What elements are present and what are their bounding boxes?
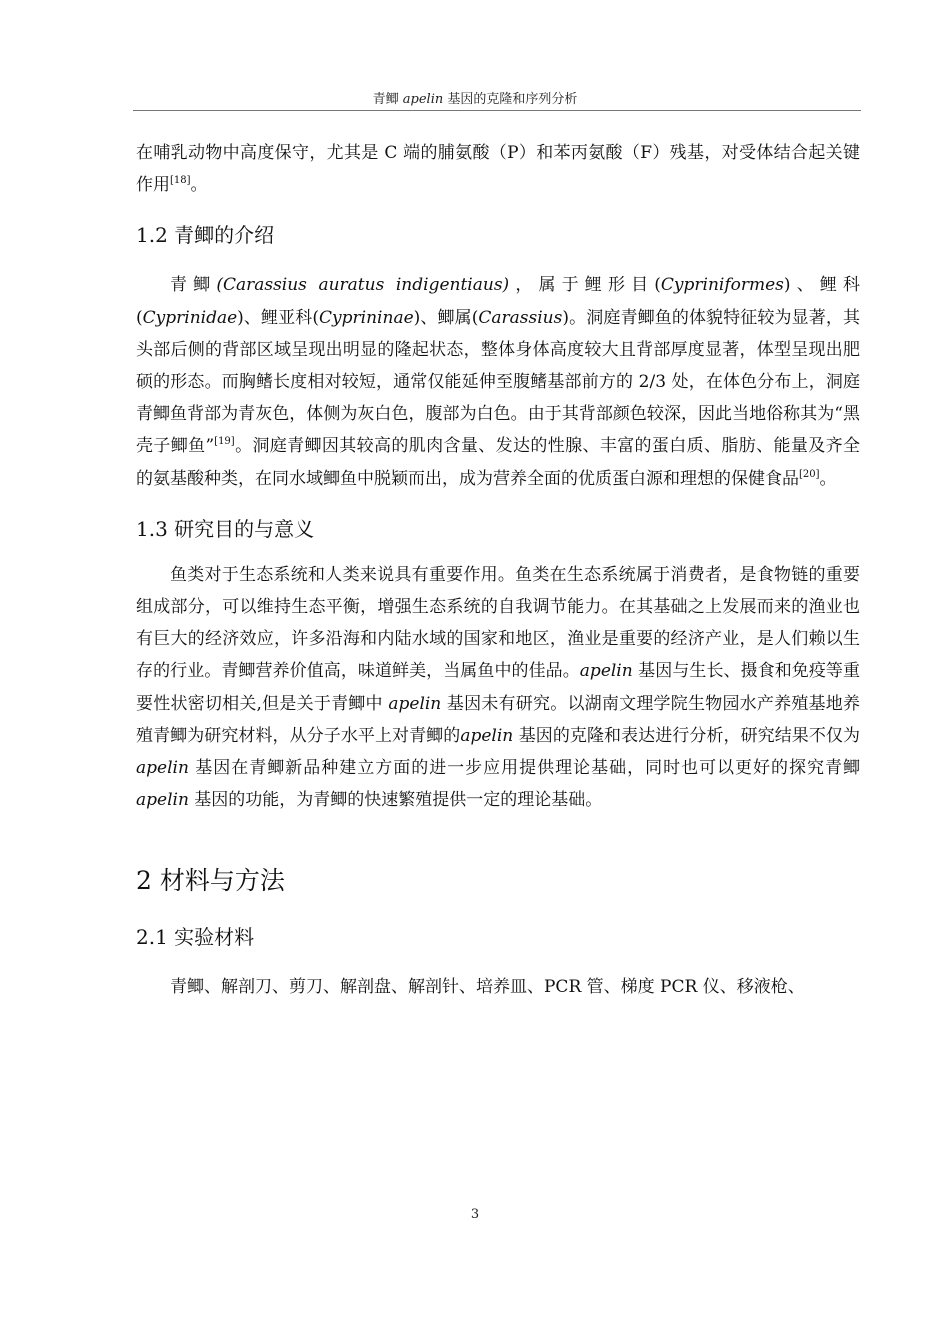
section-2-1-heading: 2.1 实验材料 bbox=[136, 925, 255, 950]
purpose-text-1: 鱼类对于生态系统和人类来说具有重要作用。鱼类在生态系统属于消费者，是食物链的重要组成部分，可以维持生态平衡，增强生态系统的自我调节能力。在其基础之上发展而来的渔业也有巨大的经济效应，许多沿海和内陆水域的国家和地区，渔业是重要的经济产业，是人们赖以生存的行业。青鲫营养价值高，味道鲜美，当属鱼中的佳品。 bbox=[136, 564, 860, 682]
family-name: Cyprinidae bbox=[142, 307, 238, 328]
subfamily-name: Cyprininae bbox=[319, 307, 414, 328]
purpose-text-5: 基因在青鲫新品种建立方面的进一步应用提供理论基础，同时也可以更好的探究青鲫 bbox=[188, 758, 860, 779]
purpose-text-6: 基因的功能，为青鲫的快速繁殖提供一定的理论基础。 bbox=[188, 790, 603, 811]
section-2-1-paragraph: 青鲫、解剖刀、剪刀、解剖盘、解剖针、培养皿、PCR 管、梯度 PCR 仪、移液枪、 bbox=[170, 977, 805, 998]
gene-name: apelin bbox=[579, 661, 633, 682]
text-description: )。洞庭青鲫鱼的体貌特征较为显著，其头部后侧的背部区域呈现出明显的隆起状态，整体身体高度较大且背部厚度显著，体型呈现出肥硕的形态。而胸鳍长度相对较短，通常仅能延伸至腹鳍基部前方的 2/3 处，在体色分布上，洞庭青鲫鱼背部为青灰色，体侧为灰白色，腹部为白色。由于其背部颜色较深，因此当地俗称其为“黑壳子鲫鱼” bbox=[136, 307, 861, 457]
order-name: Cypriniformes bbox=[660, 275, 784, 296]
text-family: )、鲤科( bbox=[136, 275, 860, 328]
citation-20: [20] bbox=[799, 468, 820, 480]
gene-name: apelin bbox=[136, 790, 189, 811]
text-nutrition: 。洞庭青鲫因其较高的肌肉含量、发达的性腺、丰富的蛋白质、脂肪、能量及齐全的氨基酸种类，在同水域鲫鱼中脱颖而出，成为营养全面的优质蛋白源和理想的保健食品 bbox=[136, 436, 860, 489]
citation-18: [18] bbox=[170, 175, 191, 187]
text-end: 。 bbox=[819, 468, 837, 489]
section-1-3-paragraph bbox=[136, 559, 860, 817]
text-order: ，属于鲤形目( bbox=[509, 275, 661, 296]
purpose-text-4: 基因的克隆和表达进行分析，研究结果不仅为 bbox=[513, 725, 860, 746]
intro-text: 在哺乳动物中高度保守，尤其是 C 端的脯氨酸（P）和苯丙氨酸（F）残基，对受体结合起关键作用 bbox=[136, 143, 860, 196]
intro-continuation-paragraph bbox=[136, 137, 860, 201]
intro-end: 。 bbox=[190, 175, 208, 196]
gene-name: apelin bbox=[136, 758, 189, 779]
body-content bbox=[136, 137, 860, 1004]
gene-name: apelin bbox=[388, 693, 442, 714]
running-header-gene: apelin bbox=[402, 92, 444, 107]
running-header-prefix: 青鲫 bbox=[372, 92, 403, 107]
page-number: 3 bbox=[470, 1207, 480, 1222]
section-1-3-heading: 1.3 研究目的与意义 bbox=[136, 516, 315, 541]
purpose-text-2: 基因与生长、摄食和免疫等重要性状密切相关,但是关于青鲫中 bbox=[136, 661, 861, 714]
header-rule bbox=[133, 110, 861, 111]
text-subfamily: )、鲤亚科( bbox=[237, 307, 320, 328]
text-genus: )、鲫属( bbox=[413, 307, 479, 328]
purpose-text-3: 基因未有研究。以湖南文理学院生物园水产养殖基地养殖青鲫为研究材料，从分子水平上对青鲫的 bbox=[136, 693, 860, 746]
citation-19: [19] bbox=[214, 436, 235, 448]
gene-name: apelin bbox=[460, 725, 514, 746]
text-qingji: 青鲫 bbox=[170, 275, 217, 296]
running-header bbox=[0, 92, 950, 108]
section-1-2-heading: 1.2 青鲫的介绍 bbox=[136, 223, 275, 248]
section-2-heading: 2 材料与方法 bbox=[136, 866, 285, 896]
species-name: (Carassius auratus indigentiaus) bbox=[216, 275, 510, 296]
running-header-suffix: 基因的克隆和序列分析 bbox=[443, 92, 578, 107]
section-1-2-paragraph bbox=[136, 269, 860, 494]
genus-name: Carassius bbox=[478, 307, 563, 328]
